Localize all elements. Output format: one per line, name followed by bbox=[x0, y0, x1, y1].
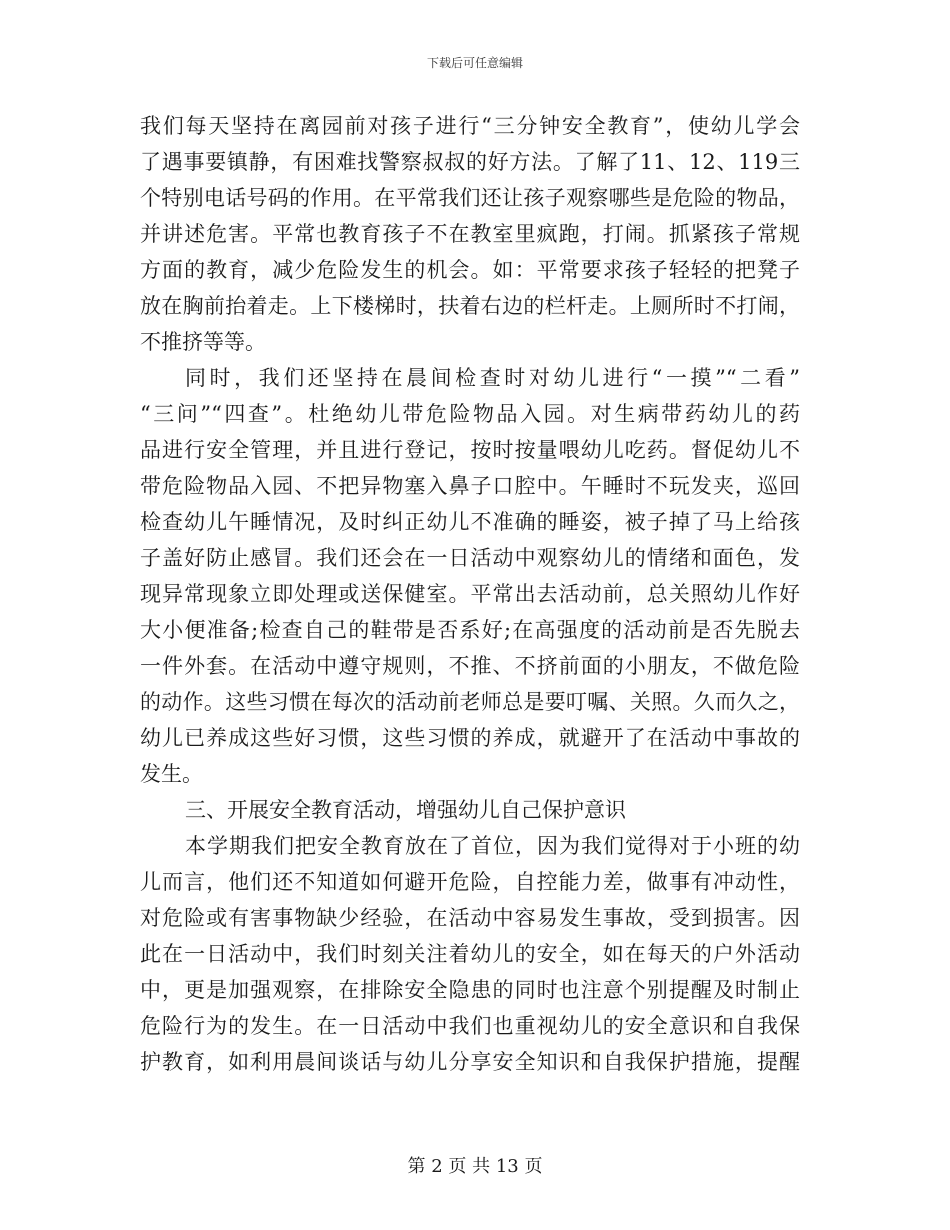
text-line: 危险行为的发生。在一日活动中我们也重视幼儿的安全意识和自我保 bbox=[140, 1014, 800, 1038]
text-line: 个特别电话号码的作用。在平常我们还让孩子观察哪些是危险的物品， bbox=[140, 186, 800, 210]
text-line: 放在胸前抬着走。上下楼梯时，扶着右边的栏杆走。上厕所时不打闹， bbox=[140, 294, 800, 318]
page-header: 下载后可任意编辑 bbox=[426, 56, 523, 70]
text-line: 不推挤等等。 bbox=[140, 330, 266, 354]
text-line: 大小便准备;检查自己的鞋带是否系好;在高强度的活动前是否先脱去 bbox=[140, 618, 800, 642]
text-line: 带危险物品入园、不把异物塞入鼻子口腔中。午睡时不玩发夹，巡回 bbox=[140, 474, 800, 498]
text-line: 同时，我们还坚持在晨间检查时对幼儿进行“一摸”“二看” bbox=[185, 366, 800, 390]
text-line: 一件外套。在活动中遵守规则，不推、不挤前面的小朋友，不做危险 bbox=[140, 654, 800, 678]
text-line: 中，更是加强观察，在排除安全隐患的同时也注意个别提醒及时制止 bbox=[140, 978, 800, 1002]
text-line: 检查幼儿午睡情况，及时纠正幼儿不准确的睡姿，被子掉了马上给孩 bbox=[140, 510, 800, 534]
text-line: 现异常现象立即处理或送保健室。平常出去活动前，总关照幼儿作好 bbox=[140, 582, 800, 606]
text-line: 此在一日活动中，我们时刻关注着幼儿的安全，如在每天的户外活动 bbox=[140, 942, 800, 966]
text-line: 发生。 bbox=[140, 762, 203, 786]
page-footer: 第 2 页 共 13 页 bbox=[407, 1156, 543, 1177]
text-line: 品进行安全管理，并且进行登记，按时按量喂幼儿吃药。督促幼儿不 bbox=[140, 438, 800, 462]
document-body bbox=[140, 108, 800, 1080]
text-line: 子盖好防止感冒。我们还会在一日活动中观察幼儿的情绪和面色，发 bbox=[140, 546, 800, 570]
text-line: 幼儿已养成这些好习惯，这些习惯的养成，就避开了在活动中事故的 bbox=[140, 726, 800, 750]
text-line: 我们每天坚持在离园前对孩子进行“三分钟安全教育”，使幼儿学会 bbox=[140, 114, 800, 138]
text-line: “三问”“四查”。杜绝幼儿带危险物品入园。对生病带药幼儿的药 bbox=[140, 402, 800, 426]
text-line: 并讲述危害。平常也教育孩子不在教室里疯跑，打闹。抓紧孩子常规 bbox=[140, 222, 800, 246]
text-line: 护教育，如利用晨间谈话与幼儿分享安全知识和自我保护措施，提醒 bbox=[140, 1050, 800, 1074]
section-heading: 三、开展安全教育活动，增强幼儿自己保护意识 bbox=[185, 798, 626, 822]
text-line: 的动作。这些习惯在每次的活动前老师总是要叮嘱、关照。久而久之， bbox=[140, 690, 800, 714]
text-line: 了遇事要镇静，有困难找警察叔叔的好方法。了解了11、12、119三 bbox=[140, 150, 800, 174]
text-line: 儿而言，他们还不知道如何避开危险，自控能力差，做事有冲动性， bbox=[140, 870, 800, 894]
text-line: 本学期我们把安全教育放在了首位，因为我们觉得对于小班的幼 bbox=[185, 834, 800, 858]
text-line: 对危险或有害事物缺少经验，在活动中容易发生事故，受到损害。因 bbox=[140, 906, 800, 930]
text-line: 方面的教育，减少危险发生的机会。如：平常要求孩子轻轻的把凳子 bbox=[140, 258, 800, 282]
